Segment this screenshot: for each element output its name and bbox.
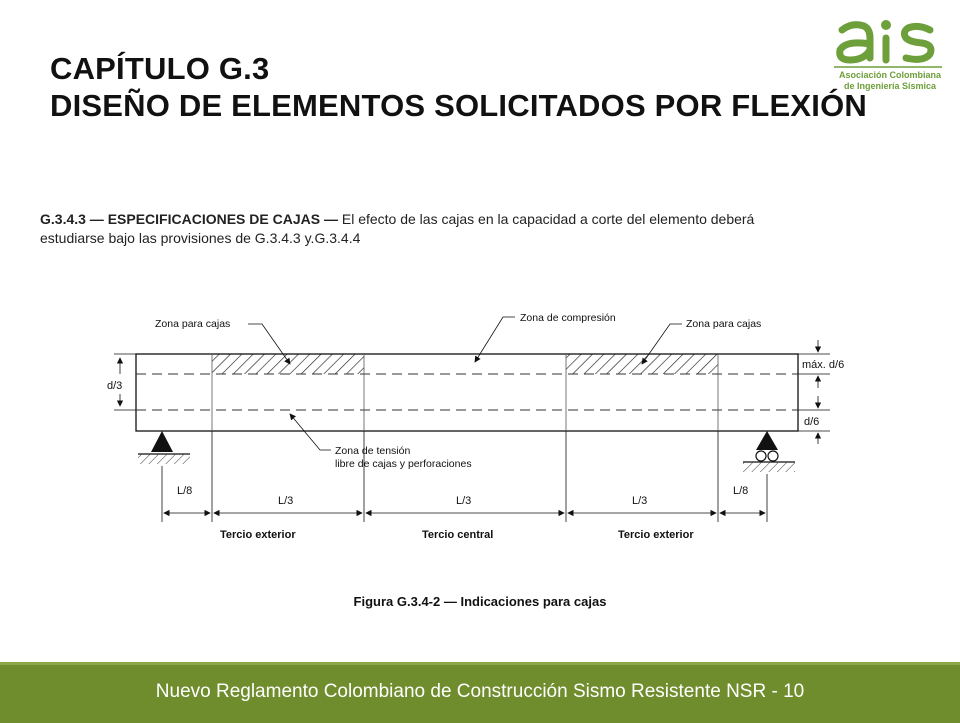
label-d6: d/6 — [804, 416, 820, 428]
footer-bar — [0, 662, 960, 723]
ground-hatch-left — [138, 454, 190, 464]
section-paragraph — [40, 210, 940, 248]
dim-l3-3: L/3 — [632, 495, 648, 507]
label-tension-line-2: libre de cajas y perforaciones — [335, 458, 472, 470]
title-line-1: CAPÍTULO G.3 — [50, 51, 270, 86]
label-zona-cajas-left: Zona para cajas — [155, 318, 231, 330]
title-line-2: DISEÑO DE ELEMENTOS SOLICITADOS POR FLEXIÓN — [50, 88, 867, 123]
figure-caption: Figura G.3.4-2 — Indicaciones para cajas — [353, 594, 607, 609]
ground-hatch-right — [743, 462, 795, 472]
label-zona-compresion: Zona de compresión — [520, 312, 616, 324]
tercio-exterior-right: Tercio exterior — [618, 529, 694, 541]
footer-text: Nuevo Reglamento Colombiano de Construcción Sismo Resistente NSR - 10 — [155, 681, 805, 702]
tercio-exterior-left: Tercio exterior — [220, 529, 296, 541]
label-zona-cajas-right: Zona para cajas — [686, 318, 762, 330]
section-text-line-2: estudiarse bajo las provisiones de G.3.4.3 y.G.3.4.4 — [40, 230, 361, 246]
dim-l3-1: L/3 — [278, 495, 294, 507]
logo-org-line-1: Asociación Colombiana — [838, 70, 942, 80]
dim-l3-2: L/3 — [456, 495, 472, 507]
label-d3: d/3 — [107, 380, 123, 392]
label-max-d6: máx. d/6 — [802, 359, 845, 371]
box-zone-left — [212, 354, 364, 374]
section-code: G.3.4.3 — ESPECIFICACIONES DE CAJAS — — [40, 211, 338, 227]
dim-l8-left: L/8 — [177, 485, 193, 497]
tercio-central: Tercio central — [422, 529, 494, 541]
dim-l8-right: L/8 — [733, 485, 749, 497]
roller-support-right — [756, 431, 778, 450]
beam-diagram — [0, 290, 960, 620]
section-text-line-1: El efecto de las cajas en la capacidad a corte del elemento deberá — [337, 211, 755, 227]
label-tension-line-1: Zona de tensión — [335, 445, 411, 457]
pin-support-left — [151, 431, 173, 452]
logo-org-line-2: de Ingeniería Sísmica — [843, 81, 937, 91]
